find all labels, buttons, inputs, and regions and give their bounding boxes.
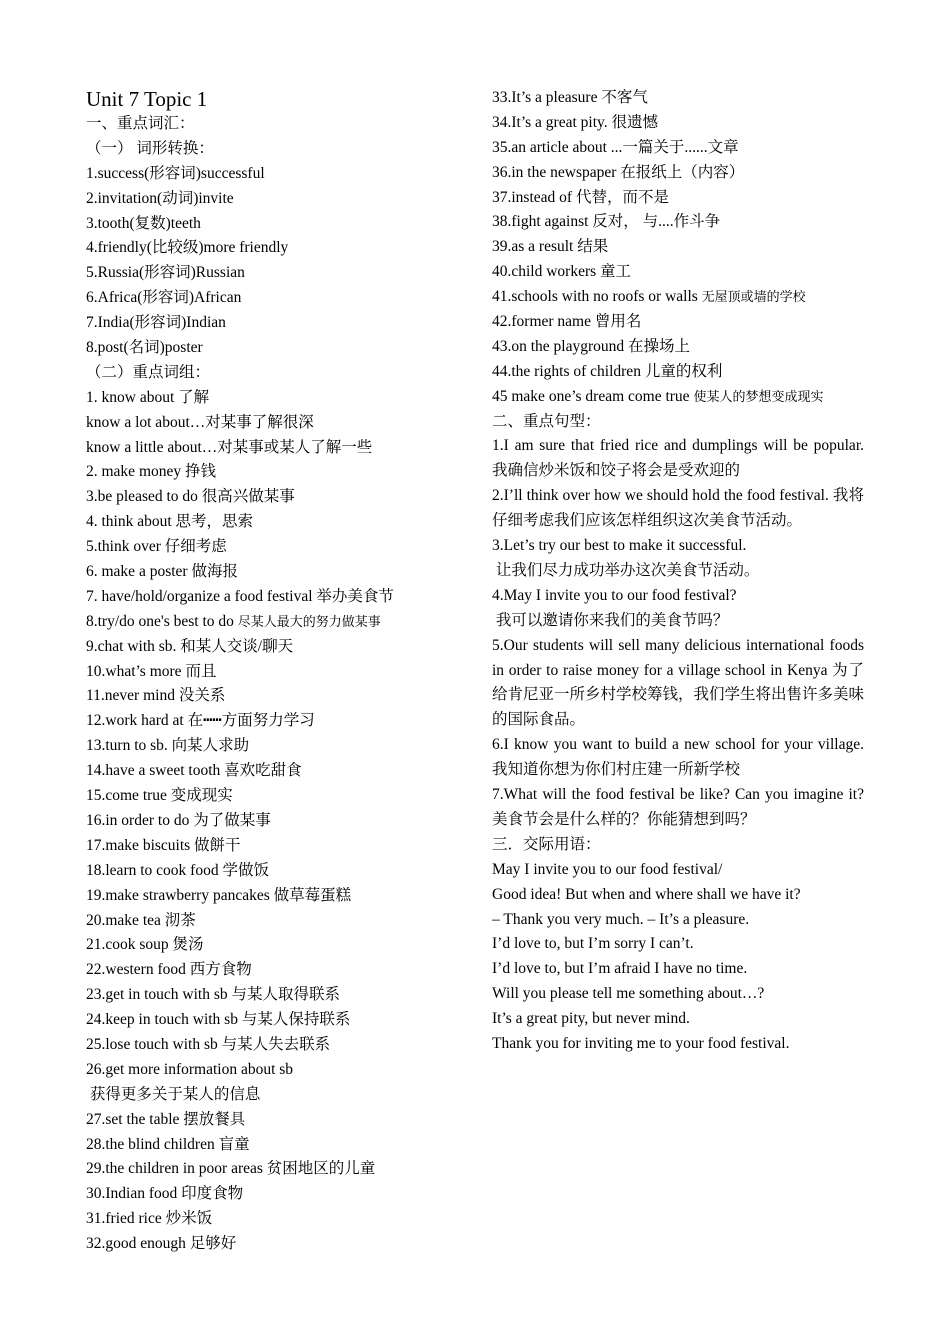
dialogue-line: May I invite you to our food festival/ xyxy=(492,860,723,878)
phrase-line: 33.It’s a pleasure 不客气 xyxy=(492,89,648,106)
vocab-line: 2.invitation(动词)invite xyxy=(86,189,234,207)
phrase-line: 42.former name 曾用名 xyxy=(492,313,642,331)
phrase-line: 44.the rights of children 儿童的权利 xyxy=(492,362,723,380)
phrase-line: 24.keep in touch with sb 与某人保持联系 xyxy=(86,1011,351,1029)
phrase-line xyxy=(86,610,466,635)
phrase-line: 14.have a sweet tooth 喜欢吃甜食 xyxy=(86,762,302,780)
phrase-line: 11.never mind 没关系 xyxy=(86,687,226,705)
page-title: Unit 7 Topic 1 xyxy=(86,87,208,111)
phrase-line: know a lot about…对某事了解很深 xyxy=(86,413,314,431)
phrase-line: 35.an article about ...一篇关于......文章 xyxy=(492,138,739,156)
sentence-item: 5.Our students will sell many delicious international foods in order to raise money for a village school in Kenya 为了给肯尼亚一所乡村学校筹钱，我们学生将出售许多美味的国际食品。 xyxy=(492,636,865,729)
sentence-item: 3.Let’s try our best to make it successful. xyxy=(492,537,747,555)
vocab-line: 5.Russia(形容词)Russian xyxy=(86,264,245,282)
vocab-line: 4.friendly(比较级)more friendly xyxy=(86,239,289,257)
phrase-line xyxy=(492,385,864,410)
phrase-line: 15.come true 变成现实 xyxy=(86,787,233,805)
phrase-line: 21.cook soup 煲汤 xyxy=(86,936,204,954)
sentence-item: 1.I am sure that fried rice and dumplings will be popular. 我确信炒米饭和饺子将会是受欢迎的 xyxy=(492,437,864,480)
dialogue-line: I’d love to, but I’m sorry I can’t. xyxy=(492,935,694,953)
phrase-line: 31.fried rice 炒米饭 xyxy=(86,1210,213,1228)
dialogue-line: – Thank you very much. – It’s a pleasure. xyxy=(492,910,750,928)
dialogue-line: Thank you for inviting me to your food festival. xyxy=(492,1035,790,1053)
phrase-line: 34.It’s a great pity. 很遗憾 xyxy=(492,113,659,131)
dialogue-line: It’s a great pity, but never mind. xyxy=(492,1010,690,1028)
phrase-line: 37.instead of 代替，而不是 xyxy=(492,188,669,206)
phrase-line: know a little about…对某事或某人了解一些 xyxy=(86,438,373,456)
phrase-line: 1. know about 了解 xyxy=(86,388,210,406)
vocab-line: 6.Africa(形容词)African xyxy=(86,289,242,307)
phrase-line: 16.in order to do 为了做某事 xyxy=(86,811,271,829)
phrase-line: 2. make money 挣钱 xyxy=(86,463,217,481)
phrase-line: 5.think over 仔细考虑 xyxy=(86,538,227,556)
phrase-en: 8.try/do one's best to do xyxy=(86,612,238,630)
phrase-line: 6. make a poster 做海报 xyxy=(86,563,238,581)
phrase-line: 7. have/hold/organize a food festival 举办美食节 xyxy=(86,587,394,605)
phrase-cn-small: 尽某人最大的努力做某事 xyxy=(237,613,381,629)
subsection-heading: （一） 词形转换： xyxy=(86,139,214,157)
phrase-line: 19.make strawberry pancakes 做草莓蛋糕 xyxy=(86,886,352,904)
phrase-line: 23.get in touch with sb 与某人取得联系 xyxy=(86,986,341,1004)
sentence-translation: 让我们尽力成功举办这次美食节活动。 xyxy=(492,561,760,579)
sentence-item: 2.I’ll think over how we should hold the food festival. 我将仔细考虑我们应该怎样组织这次美食节活动。 xyxy=(492,487,864,530)
sentence-item: 6.I know you want to build a new school for your village. 我知道你想为你们村庄建一所新学校 xyxy=(492,736,864,779)
phrase-line: 40.child workers 童工 xyxy=(492,263,632,281)
phrase-line: 17.make biscuits 做餅干 xyxy=(86,836,241,854)
sentence-translation: 我可以邀请你来我们的美食节吗？ xyxy=(492,611,729,629)
phrase-line: 29.the children in poor areas 贫困地区的儿童 xyxy=(86,1160,376,1178)
section3-heading: 三．交际用语： xyxy=(492,835,601,853)
phrase-line: 3.be pleased to do 很高兴做某事 xyxy=(86,488,295,506)
phrase-line: 43.on the playground 在操场上 xyxy=(492,337,691,355)
right-column xyxy=(492,86,864,1057)
left-column xyxy=(86,86,466,1257)
subsection-heading: （二）重点词组： xyxy=(86,363,211,381)
phrase-line: 36.in the newspaper 在报纸上（内容） xyxy=(492,163,745,181)
dialogue-line: I’d love to, but I’m afraid I have no time. xyxy=(492,960,748,978)
section2-heading: 二、重点句型： xyxy=(492,412,601,430)
phrase-en: 41.schools with no roofs or walls xyxy=(492,288,702,306)
sentence-item: 4.May I invite you to our food festival? xyxy=(492,586,737,604)
phrase-line xyxy=(492,285,864,310)
phrase-line: 20.make tea 沏茶 xyxy=(86,911,196,929)
phrase-line: 32.good enough 足够好 xyxy=(86,1235,237,1253)
phrase-line: 30.Indian food 印度食物 xyxy=(86,1185,244,1203)
phrase-line: 25.lose touch with sb 与某人失去联系 xyxy=(86,1035,331,1053)
phrase-line: 9.chat with sb. 和某人交谈/聊天 xyxy=(86,637,294,655)
vocab-line: 7.India(形容词)Indian xyxy=(86,314,226,332)
phrase-line: 18.learn to cook food 学做饭 xyxy=(86,861,269,879)
vocab-line: 8.post(名词)poster xyxy=(86,339,203,357)
phrase-line: 38.fight against 反对， 与....作斗争 xyxy=(492,213,721,231)
phrase-line: 10.what’s more 而且 xyxy=(86,662,217,680)
dialogue-line: Will you please tell me something about…? xyxy=(492,985,765,1003)
phrase-line: 39.as a result 结果 xyxy=(492,238,609,256)
sentence-item: 7.What will the food festival be like? Can you imagine it? 美食节会是什么样的？你能猜想到吗？ xyxy=(492,786,864,828)
section1-heading: 一、重点词汇： xyxy=(86,115,195,132)
dialogue-line: Good idea! But when and where shall we have it? xyxy=(492,885,801,903)
vocab-line: 1.success(形容词)successful xyxy=(86,164,265,182)
phrase-line: 获得更多关于某人的信息 xyxy=(86,1085,261,1103)
vocab-line: 3.tooth(复数)teeth xyxy=(86,214,201,232)
phrase-line: 12.work hard at 在┅┅方面努力学习 xyxy=(86,712,315,730)
phrase-line: 13.turn to sb. 向某人求助 xyxy=(86,737,250,755)
phrase-line: 22.western food 西方食物 xyxy=(86,961,252,979)
phrase-en: 45 make one’s dream come true xyxy=(492,387,694,405)
phrase-line: 28.the blind children 盲童 xyxy=(86,1135,250,1153)
phrase-cn-small: 使某人的梦想变成现实 xyxy=(693,388,824,404)
phrase-line: 4. think about 思考，思索 xyxy=(86,513,254,531)
phrase-line: 26.get more information about sb xyxy=(86,1060,294,1078)
phrase-line: 27.set the table 摆放餐具 xyxy=(86,1110,246,1128)
phrase-cn-small: 无屋顶或墙的学校 xyxy=(701,289,806,305)
